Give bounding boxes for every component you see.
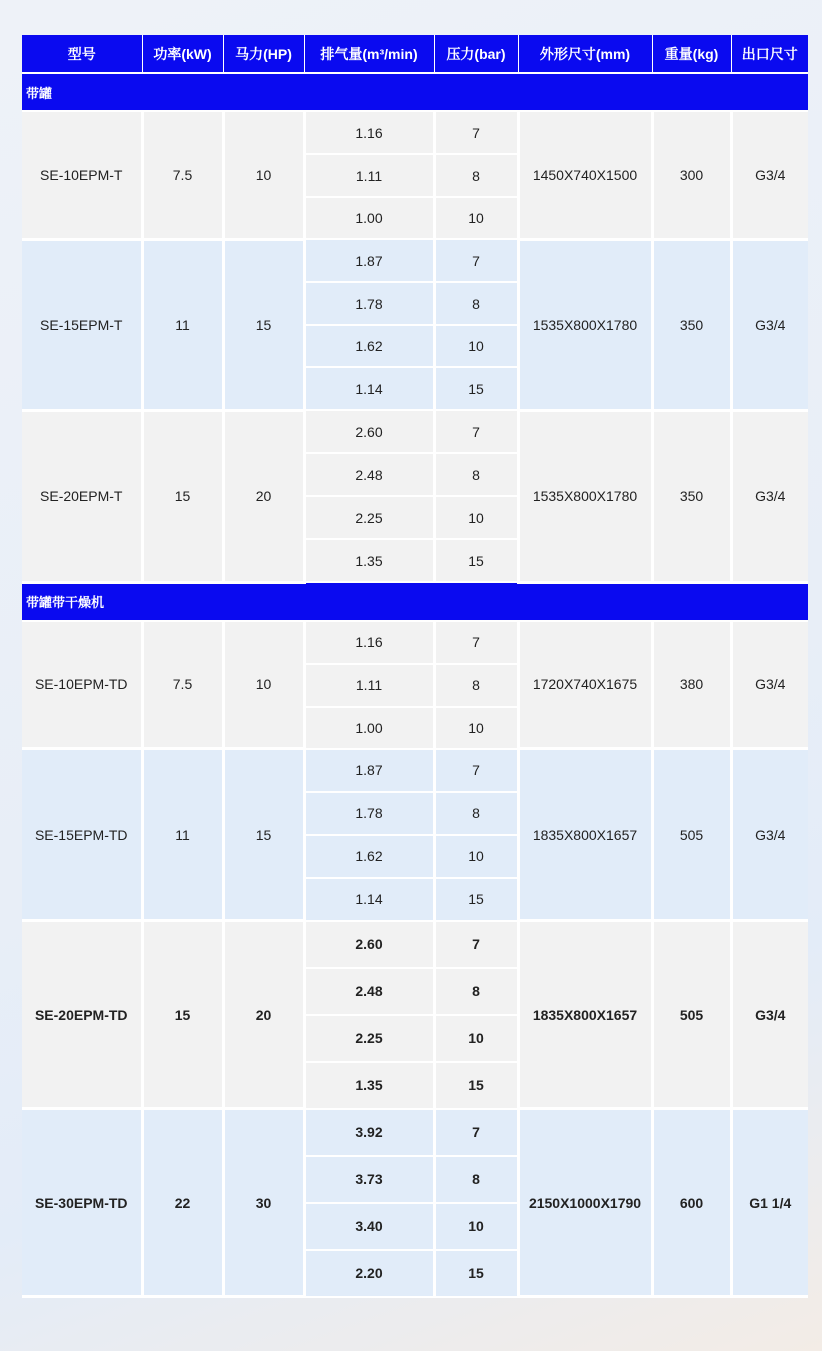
flow-cell: 2.25 <box>304 496 434 539</box>
power-cell: 22 <box>142 1109 223 1297</box>
hp-cell: 20 <box>223 921 304 1109</box>
header-pressure: 压力(bar) <box>434 35 518 73</box>
flow-cell: 1.14 <box>304 878 434 921</box>
outlet-cell: G3/4 <box>731 111 808 239</box>
pressure-cell: 15 <box>434 1250 518 1297</box>
model-cell: SE-10EPM-T <box>22 111 142 239</box>
dims-cell: 1450X740X1500 <box>518 111 652 239</box>
hp-cell: 20 <box>223 410 304 582</box>
section-title: 带罐 <box>22 73 808 111</box>
flow-cell: 1.16 <box>304 621 434 664</box>
dims-cell: 1835X800X1657 <box>518 749 652 921</box>
power-cell: 7.5 <box>142 621 223 749</box>
pressure-cell: 7 <box>434 239 518 282</box>
weight-cell: 350 <box>652 410 731 582</box>
pressure-cell: 8 <box>434 968 518 1015</box>
pressure-cell: 7 <box>434 749 518 792</box>
pressure-cell: 8 <box>434 664 518 707</box>
header-model: 型号 <box>22 35 142 73</box>
pressure-cell: 7 <box>434 111 518 154</box>
power-cell: 11 <box>142 749 223 921</box>
flow-cell: 1.35 <box>304 539 434 582</box>
table-row <box>22 749 808 792</box>
pressure-cell: 7 <box>434 921 518 968</box>
power-cell: 15 <box>142 921 223 1109</box>
outlet-cell: G3/4 <box>731 410 808 582</box>
hp-cell: 10 <box>223 621 304 749</box>
dims-cell: 1535X800X1780 <box>518 410 652 582</box>
pressure-cell: 8 <box>434 453 518 496</box>
weight-cell: 505 <box>652 921 731 1109</box>
weight-cell: 300 <box>652 111 731 239</box>
flow-cell: 1.00 <box>304 707 434 749</box>
header-dims: 外形尺寸(mm) <box>518 35 652 73</box>
spec-table-wrapper <box>22 35 808 1298</box>
weight-cell: 600 <box>652 1109 731 1297</box>
pressure-cell: 7 <box>434 1109 518 1156</box>
weight-cell: 505 <box>652 749 731 921</box>
flow-cell: 3.92 <box>304 1109 434 1156</box>
pressure-cell: 8 <box>434 282 518 325</box>
flow-cell: 1.87 <box>304 239 434 282</box>
dims-cell: 1720X740X1675 <box>518 621 652 749</box>
pressure-cell: 10 <box>434 707 518 749</box>
pressure-cell: 10 <box>434 835 518 878</box>
pressure-cell: 8 <box>434 154 518 197</box>
flow-cell: 3.73 <box>304 1156 434 1203</box>
flow-cell: 2.60 <box>304 410 434 453</box>
flow-cell: 2.48 <box>304 968 434 1015</box>
pressure-cell: 7 <box>434 410 518 453</box>
pressure-cell: 15 <box>434 878 518 921</box>
spec-table <box>22 35 808 1298</box>
model-cell: SE-30EPM-TD <box>22 1109 142 1297</box>
model-cell: SE-15EPM-T <box>22 239 142 410</box>
weight-cell: 350 <box>652 239 731 410</box>
hp-cell: 10 <box>223 111 304 239</box>
header-flow: 排气量(m³/min) <box>304 35 434 73</box>
table-row <box>22 1109 808 1156</box>
hp-cell: 15 <box>223 749 304 921</box>
power-cell: 15 <box>142 410 223 582</box>
flow-cell: 1.78 <box>304 792 434 835</box>
pressure-cell: 10 <box>434 197 518 239</box>
flow-cell: 1.35 <box>304 1062 434 1109</box>
flow-cell: 1.16 <box>304 111 434 154</box>
pressure-cell: 10 <box>434 496 518 539</box>
outlet-cell: G3/4 <box>731 749 808 921</box>
outlet-cell: G3/4 <box>731 621 808 749</box>
table-row <box>22 921 808 968</box>
section-title: 带罐带干燥机 <box>22 582 808 621</box>
header-outlet: 出口尺寸 <box>731 35 808 73</box>
flow-cell: 1.78 <box>304 282 434 325</box>
flow-cell: 1.11 <box>304 154 434 197</box>
flow-cell: 1.87 <box>304 749 434 792</box>
model-cell: SE-10EPM-TD <box>22 621 142 749</box>
table-row <box>22 111 808 154</box>
flow-cell: 2.48 <box>304 453 434 496</box>
flow-cell: 2.20 <box>304 1250 434 1297</box>
model-cell: SE-20EPM-TD <box>22 921 142 1109</box>
outlet-cell: G3/4 <box>731 239 808 410</box>
hp-cell: 15 <box>223 239 304 410</box>
flow-cell: 1.00 <box>304 197 434 239</box>
table-row <box>22 621 808 664</box>
hp-cell: 30 <box>223 1109 304 1297</box>
model-cell: SE-20EPM-T <box>22 410 142 582</box>
table-row <box>22 410 808 453</box>
spec-table-body <box>22 73 808 1297</box>
model-cell: SE-15EPM-TD <box>22 749 142 921</box>
flow-cell: 1.14 <box>304 367 434 410</box>
flow-cell: 1.62 <box>304 835 434 878</box>
header-weight: 重量(kg) <box>652 35 731 73</box>
pressure-cell: 8 <box>434 1156 518 1203</box>
weight-cell: 380 <box>652 621 731 749</box>
power-cell: 11 <box>142 239 223 410</box>
pressure-cell: 8 <box>434 792 518 835</box>
header-row <box>22 35 808 73</box>
pressure-cell: 15 <box>434 367 518 410</box>
section-header-row <box>22 73 808 111</box>
pressure-cell: 15 <box>434 1062 518 1109</box>
flow-cell: 2.25 <box>304 1015 434 1062</box>
pressure-cell: 10 <box>434 325 518 367</box>
pressure-cell: 10 <box>434 1015 518 1062</box>
flow-cell: 3.40 <box>304 1203 434 1250</box>
flow-cell: 1.11 <box>304 664 434 707</box>
outlet-cell: G1 1/4 <box>731 1109 808 1297</box>
flow-cell: 2.60 <box>304 921 434 968</box>
outlet-cell: G3/4 <box>731 921 808 1109</box>
power-cell: 7.5 <box>142 111 223 239</box>
dims-cell: 1835X800X1657 <box>518 921 652 1109</box>
header-power: 功率(kW) <box>142 35 223 73</box>
pressure-cell: 7 <box>434 621 518 664</box>
section-header-row <box>22 582 808 621</box>
header-hp: 马力(HP) <box>223 35 304 73</box>
flow-cell: 1.62 <box>304 325 434 367</box>
pressure-cell: 10 <box>434 1203 518 1250</box>
pressure-cell: 15 <box>434 539 518 582</box>
table-row <box>22 239 808 282</box>
dims-cell: 2150X1000X1790 <box>518 1109 652 1297</box>
dims-cell: 1535X800X1780 <box>518 239 652 410</box>
